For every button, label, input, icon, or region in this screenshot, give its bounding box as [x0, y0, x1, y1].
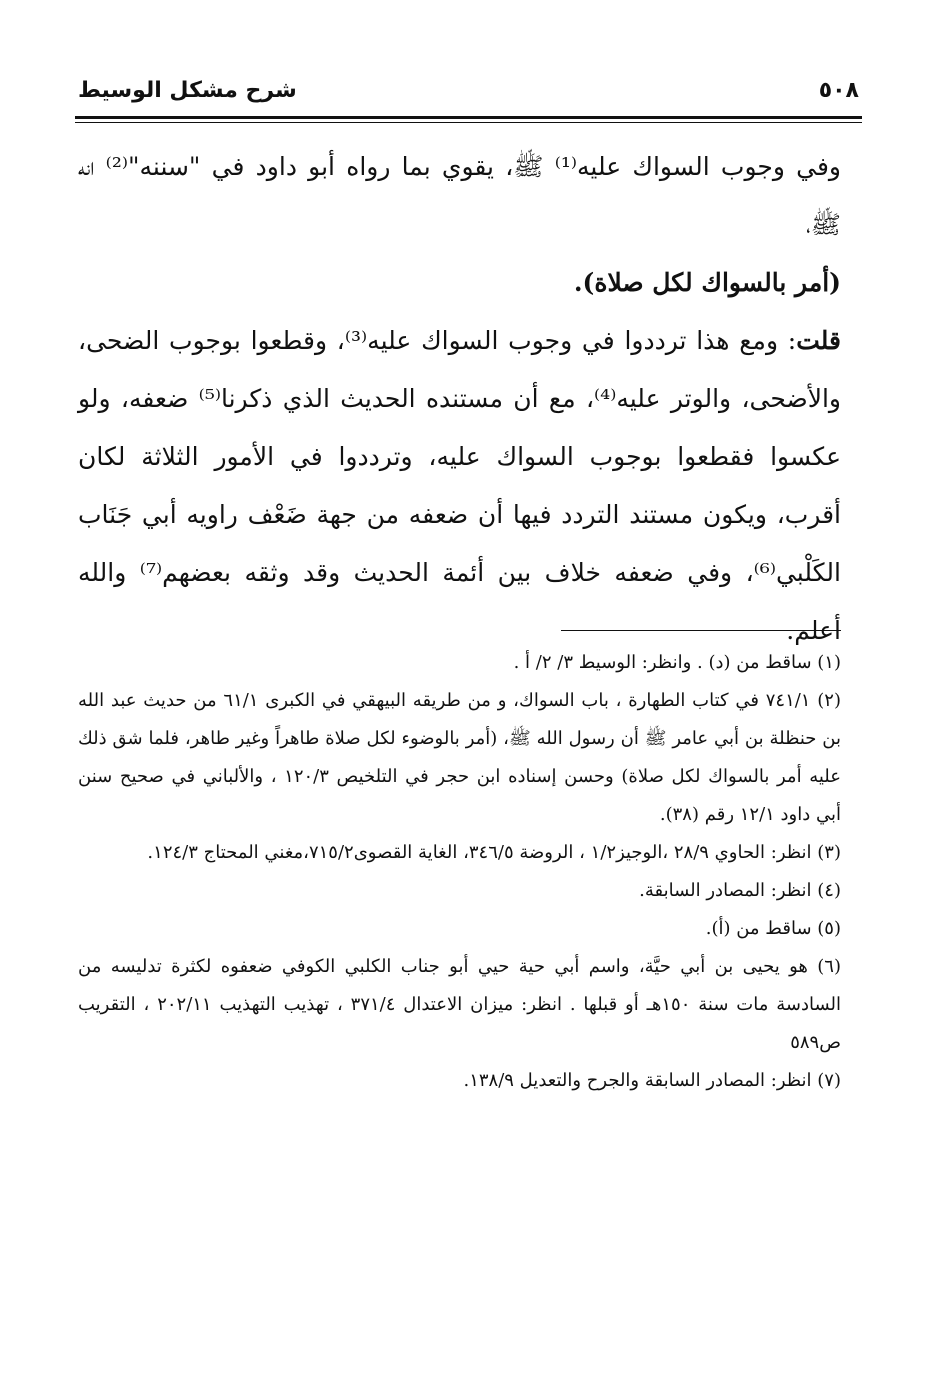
footnote-separator [561, 630, 841, 631]
footnote-2: (٢) ٧٤١/١ في كتاب الطهارة ، باب السواك، و من طريقه البيهقي في الكبرى ٦١/١ من حديث عبد الله بن حنظلة بن أبي عامر ﷺ أن رسول الله ﷺ، (أمر بالوضوء لكل صلاة طاهراً وغير طاهر، فلما شق ذلك عليه أمر بالسواك لكل صلاة) وحسن إسناده ابن حجر في التلخيص ١٢٠/٣ ، والألباني في صحيح سنن أبي داود ١٢/١ رقم (٣٨). [78, 690, 841, 825]
footnotes [78, 644, 841, 1100]
book-title: شرح مشكل الوسيط [78, 78, 297, 103]
page-number: ٥٠٨ [818, 78, 859, 103]
paragraph-3 [78, 312, 841, 660]
qultu-label: قلت [796, 326, 841, 355]
main-text [78, 138, 841, 660]
page-header [78, 78, 859, 114]
header-rule-thin [75, 122, 862, 123]
paragraph-1: وفي وجوب السواك عليه⁽¹⁾ ﷺ، يقوي بما رواه أبو داود في "سننه"⁽²⁾ انه ﷺ، [78, 152, 841, 239]
footnote-5: (٥) ساقط من (أ). [705, 918, 841, 939]
paragraph-2: (أمر بالسواك لكل صلاة). [573, 268, 841, 297]
footnote-1: (١) ساقط من (د) . وانظر: الوسيط ٣/ ٢/ أ . [513, 652, 841, 673]
footnote-6: (٦) هو يحيى بن أبي حيَّة، واسم أبي حية حيي أبو جناب الكلبي الكوفي ضعفوه لكثرة تدليسه من السادسة مات سنة ١٥٠هـ أو قبلها . انظر: ميزان الاعتدال ٣٧١/٤ ، تهذيب التهذيب ٢٠٢/١١ ، التقريب ص٥٨٩ [78, 956, 841, 1053]
footnote-7: (٧) انظر: المصادر السابقة والجرح والتعديل ١٣٨/٩. [463, 1070, 841, 1091]
paragraph-3-text: : ومع هذا ترددوا في وجوب السواك عليه⁽³⁾، وقطعوا بوجوب الضحى، والأضحى، والوتر عليه⁽⁴⁾، مع أن مستنده الحديث الذي ذكرنا⁽⁵⁾ ضعفه، ولو عكسوا فقطعوا بوجوب السواك عليه، وترددوا في الأمور الثلاثة لكان أقرب، ويكون مستند التردد فيها أن ضعفه من جهة ضَعْف راويه أبي جَنَاب الكَلْبي⁽⁶⁾، وفي ضعفه خلاف بين أئمة الحديث وقد وثقه بعضهم⁽⁷⁾ والله أعلم. [78, 326, 841, 645]
footnote-3: (٣) انظر: الحاوي ٢٨/٩ ،الوجيز١/٢ ، الروضة ٣٤٦/٥، الغاية القصوى٧١٥/٢،مغني المحتاج ١٢٤/٣. [147, 842, 841, 863]
header-rule-thick [75, 116, 862, 119]
footnote-4: (٤) انظر: المصادر السابقة. [639, 880, 841, 901]
